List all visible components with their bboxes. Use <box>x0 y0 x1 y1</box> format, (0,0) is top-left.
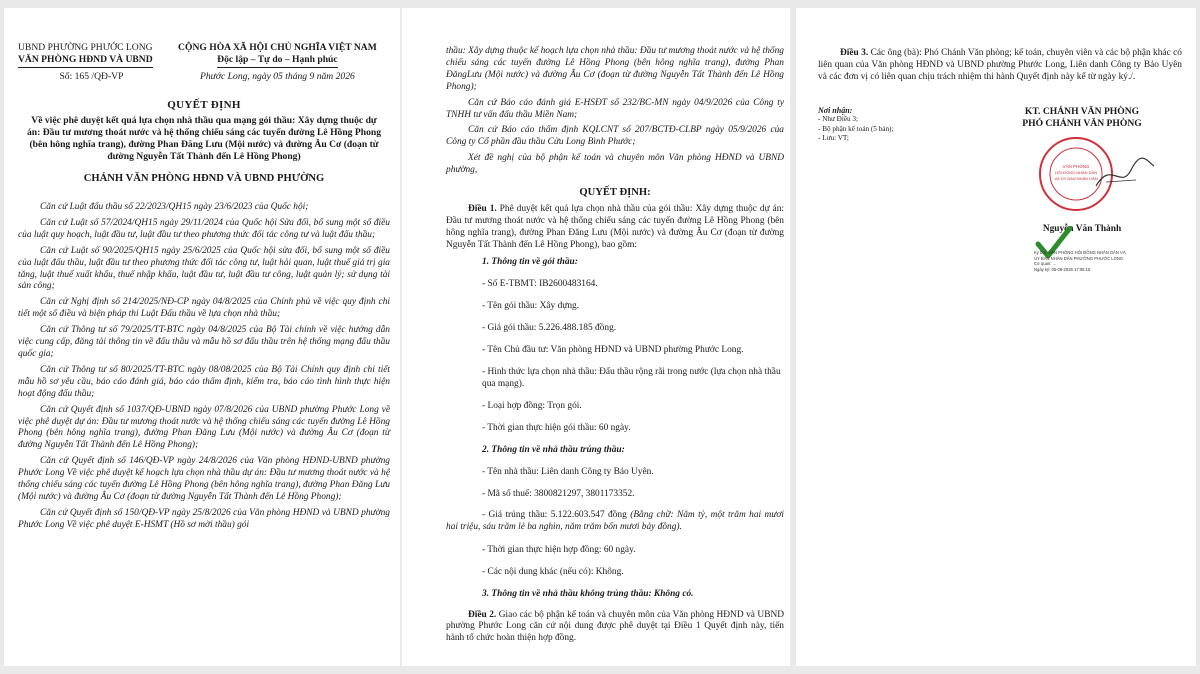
document-page-2 <box>402 8 790 666</box>
legal-basis-item: Căn cứ Báo cáo thẩm định KQLCNT số 207/BCTĐ-CLBP ngày 05/9/2026 của Công ty Cổ phần đầu thầu Cửu Long Bình Phước; <box>446 125 784 148</box>
legal-basis-item: Căn cứ Luật số 57/2024/QH15 ngày 29/11/2024 của Quốc hội Sửa đổi, bổ sung một số điều của luật quy hoạch, luật đầu tư, luật đầu tư theo phương thức đối tác công tư và luật đấu thầu; <box>18 217 390 240</box>
package-info-item: - Số E-TBMT: IB2600483164. <box>482 278 598 289</box>
legal-bases-continued <box>446 98 784 177</box>
package-info-item: - Tên Chủ đầu tư: Văn phòng HĐND và UBND phường Phước Long. <box>482 344 744 355</box>
national-header <box>165 42 390 83</box>
article-3-heading: Điều 3. <box>840 48 869 58</box>
legal-basis-item: Căn cứ Quyết định số 146/QĐ-VP ngày 24/8/2026 của Văn phòng HĐND-UBND phường Phước Long Về việc phê duyệt kế hoạch lựa chọn nhà thầu dự án: Đầu tư mương thoát nước và hệ thống chiếu sáng các tuyến đường Lê Hồng Phong (bên hông nghĩa trang), đường Phan Đăng Lưu (Mội nước) và đường Âu Cơ (đoạn từ đường Nguyễn Tất Thành đến Lê Hồng Phong); <box>18 456 390 502</box>
legal-basis-item: Căn cứ Luật đấu thầu số 22/2023/QH15 ngày 23/6/2023 của Quốc hội; <box>40 202 309 212</box>
decision-subject: Về việc phê duyệt kết quả lựa chọn nhà thầu qua mạng gói thầu: Xây dựng thuộc dự án: Đầu tư mương thoát nước và hệ thống chiếu sáng các tuyến đường Lê Hồng Phong (bên hông nghĩa trang), đường Phan Đăng Lưu (Mội nước) và đường Âu Cơ (đoạn từ đường Nguyễn Tất Thành đến Lê Hồng Phong) <box>27 115 381 162</box>
svg-text:HỘI ĐỒNG NHÂN DÂN: HỘI ĐỒNG NHÂN DÂN <box>1054 169 1098 175</box>
section-losing-bidder: 3. Thông tin về nhà thầu không trúng thầu: Không có. <box>482 588 694 599</box>
article-1-heading: Điều 1. <box>468 204 497 215</box>
digital-signature-line: Ký bởi: VĂN PHÒNG HỘI ĐỒNG NHÂN DÂN VÀ <box>1034 250 1126 255</box>
package-info-item: - Hình thức lựa chọn nhà thầu: Đấu thầu rộng rãi trong nước (lựa chọn nhà thầu qua mạng). <box>482 366 781 389</box>
article-2-text: Giao các bộ phận kế toán và chuyên môn của Văn phòng HĐND và UBND phường Phước Long căn cứ nội dung được phê duyệt tại Điều 1 Quyết định này, tiến hành tổ chức hoàn thiện hợp đồng. <box>446 609 784 644</box>
recipient-item: - Như Điều 3; <box>818 115 859 124</box>
agency-line-2: VĂN PHÒNG HĐND VÀ UBND <box>18 54 153 68</box>
recipient-item: - Bộ phận kế toán (5 bản); <box>818 124 894 133</box>
legal-basis-item: Xét đề nghị của bộ phận kế toán và chuyên môn Văn phòng HĐND và UBND phường, <box>446 153 784 176</box>
decision-heading: QUYẾT ĐỊNH: <box>579 187 651 199</box>
document-page-3 <box>796 8 1196 666</box>
recipients-block <box>818 106 968 234</box>
legal-bases <box>18 202 390 532</box>
legal-basis-item: Căn cứ Luật số 90/2025/QH15 ngày 25/6/2025 của Quốc hội sửa đổi, bổ sung một số điều của luật đấu thầu, luật đầu tư theo phương thức đối tác công tư, luật hải quan, luật thuế giá trị gia tăng, luật thuế xuất khẩu, thuế nhập khẩu, luật đầu tư, luật đầu tư công, luật quản lý; sử dụng tài sản công; <box>18 245 390 292</box>
winning-bidder-item: - Các nội dung khác (nếu có): Không. <box>482 566 624 577</box>
package-info-item: - Tên gói thầu: Xây dựng. <box>482 300 580 311</box>
issuing-agency <box>18 42 165 83</box>
package-info-item: - Loại hợp đồng: Trọn gói. <box>482 400 582 411</box>
package-info-item: - Thời gian thực hiện gói thầu: 60 ngày. <box>482 422 631 433</box>
legal-basis-item: Căn cứ Thông tư số 80/2025/TT-BTC ngày 08/08/2025 của Bộ Tài Chính quy định chi tiết mẫu hồ sơ yêu cầu, báo cáo đánh giá, báo cáo thẩm định, kiểm tra, báo cáo tình hình thực hiện hoạt động đấu thầu; <box>18 364 390 399</box>
digital-signature <box>1034 226 1164 272</box>
article-3-text: Các ông (bà): Phó Chánh Văn phòng; kế toán, chuyên viên và các bộ phận khác có liên quan của Văn phòng HĐND và UBND phường Phước Long, Liên danh Công ty Bảo Uyên và các đơn vị có liên quan chịu trách nhiệm thi hành Quyết định này kể từ ngày ký./. <box>818 48 1182 82</box>
basis-continuation: thầu: Xây dựng thuộc kế hoạch lựa chọn nhà thầu: Đầu tư mương thoát nước và hệ thống chiếu sáng các tuyến đường Lê Hồng Phong (bên hông nghĩa trang), đường Phan ĐăngLưu (Mội nước) và đường Âu Cơ (đoạn từ đường Nguyễn Tất Thành đến Lê Hồng Phong); <box>446 46 784 92</box>
package-info-list <box>446 278 784 434</box>
digital-signature-text <box>1034 250 1154 272</box>
winning-price-words: (Bằng chữ: Năm tỷ, một trăm hai mươi hai triệu, sáu trăm lẻ ba nghìn, năm trăm bốn mươi bảy đồng). <box>446 509 784 532</box>
official-stamp-icon <box>1042 134 1122 214</box>
article-1-text: Phê duyệt kết quả lựa chọn nhà thầu của gói thầu: Xây dựng thuộc dự án: Đầu tư mương thoát nước và hệ thống chiếu sáng các tuyến đường Lê Hồng Phong (bên hông nghĩa trang), đường Phan Đăng Lưu (Mội nước) và đường Âu Cơ (đoạn từ đường Nguyễn Tất Thành đến Lê Hồng Phong), bao gồm: <box>446 204 784 250</box>
sign-title-2: PHÓ CHÁNH VĂN PHÒNG <box>1022 117 1142 129</box>
legal-basis-item: Căn cứ Quyết định số 150/QĐ-VP ngày 25/8/2026 của Văn phòng HĐND và UBND phường Phước Long Về việc phê duyệt E-HSMT (Hồ sơ mời thầu) gói <box>18 507 390 530</box>
agency-line-1: UBND PHƯỜNG PHƯỚC LONG <box>18 42 153 53</box>
winning-price <box>446 510 784 534</box>
winning-bidder-item: - Tên nhà thầu: Liên danh Công ty Bảo Uyên. <box>482 466 654 477</box>
package-info-item: - Giá gói thầu: 5.226.488.185 đồng. <box>482 322 617 333</box>
legal-basis-item: Căn cứ Nghị định số 214/2025/NĐ-CP ngày 04/8/2025 của Chính phủ về việc quy định chi tiết một số điều và biện pháp thi Luật Đấu thầu về lựa chọn nhà thầu; <box>18 297 390 320</box>
winning-bidder-item: - Thời gian thực hiện hợp đồng: 60 ngày. <box>482 544 636 555</box>
article-2-heading: Điều 2. <box>468 609 497 620</box>
recipients-list <box>818 115 968 144</box>
digital-signature-line: ỦY BAN NHÂN DÂN PHƯỜNG PHƯỚC LONG <box>1034 255 1124 261</box>
place-date: Phước Long, ngày 05 tháng 9 năm 2026 <box>200 71 355 82</box>
article-2 <box>446 610 784 646</box>
decision-title: QUYẾT ĐỊNH <box>167 99 241 111</box>
signature-block <box>982 106 1182 234</box>
digital-signature-line: Cơ quan: ... <box>1034 261 1057 267</box>
nation-title: CỘNG HÒA XÃ HỘI CHỦ NGHĨA VIỆT NAM <box>178 42 377 53</box>
recipients-title: Nơi nhận: <box>818 105 853 115</box>
section-winning-bidder: 2. Thông tin về nhà thầu trúng thầu: <box>482 444 625 455</box>
digital-signature-line: Ngày ký: 05-09-2026 17:08:15 <box>1034 266 1091 272</box>
winning-bidder-list-b <box>446 544 784 578</box>
document-header <box>18 42 390 83</box>
svg-text:VÀ ỦY BAN NHÂN DÂN: VÀ ỦY BAN NHÂN DÂN <box>1054 175 1098 181</box>
section-package-info: 1. Thông tin về gói thầu: <box>482 256 578 267</box>
legal-basis-item: Căn cứ Quyết định số 1037/QĐ-UBND ngày 07/8/2026 của UBND phường Phước Long về việc phê duyệt dự án: Đầu tư mương thoát nước và hệ thống chiếu sáng các tuyến đường Lê Hồng Phong (bên hông nghĩa trang), đường Phan Đăng Lưu (Mội nước) và đường Âu Cơ (đoạn từ đường Nguyễn Tất Thành đến Lê Hồng Phong); <box>18 404 390 451</box>
signer-name: Nguyễn Văn Thành <box>1042 223 1122 234</box>
legal-basis-item: Căn cứ Thông tư số 79/2025/TT-BTC ngày 04/8/2025 của Bộ Tài chính về việc hướng dẫn việc cung cấp, đăng tải thông tin về đấu thầu và mẫu hồ sơ đấu thầu trên hệ thống mạng đấu thầu quốc gia; <box>18 325 390 359</box>
sign-title-1: KT. CHÁNH VĂN PHÒNG <box>1024 105 1140 117</box>
svg-text:VĂN PHÒNG: VĂN PHÒNG <box>1062 163 1090 169</box>
recipient-item: - Lưu: VT; <box>818 134 849 143</box>
document-number: Số: 165 /QĐ-VP <box>59 71 124 82</box>
winning-price-value: - Giá trúng thầu: 5.122.603.547 đồng <box>482 509 631 520</box>
article-1 <box>446 204 784 252</box>
article-3 <box>818 48 1182 84</box>
issuing-authority: CHÁNH VĂN PHÒNG HĐND VÀ UBND PHƯỜNG <box>83 173 325 184</box>
winning-bidder-item: - Mã số thuế: 3800821297, 3801173352. <box>482 488 635 499</box>
national-motto: Độc lập – Tự do – Hạnh phúc <box>217 54 337 68</box>
winning-bidder-list <box>446 466 784 500</box>
legal-basis-item: Căn cứ Báo cáo đánh giá E-HSĐT số 232/BC-MN ngày 04/9/2026 của Công ty TNHH tư vấn đấu thầu Miền Nam; <box>446 97 784 120</box>
document-page-1 <box>4 8 400 666</box>
